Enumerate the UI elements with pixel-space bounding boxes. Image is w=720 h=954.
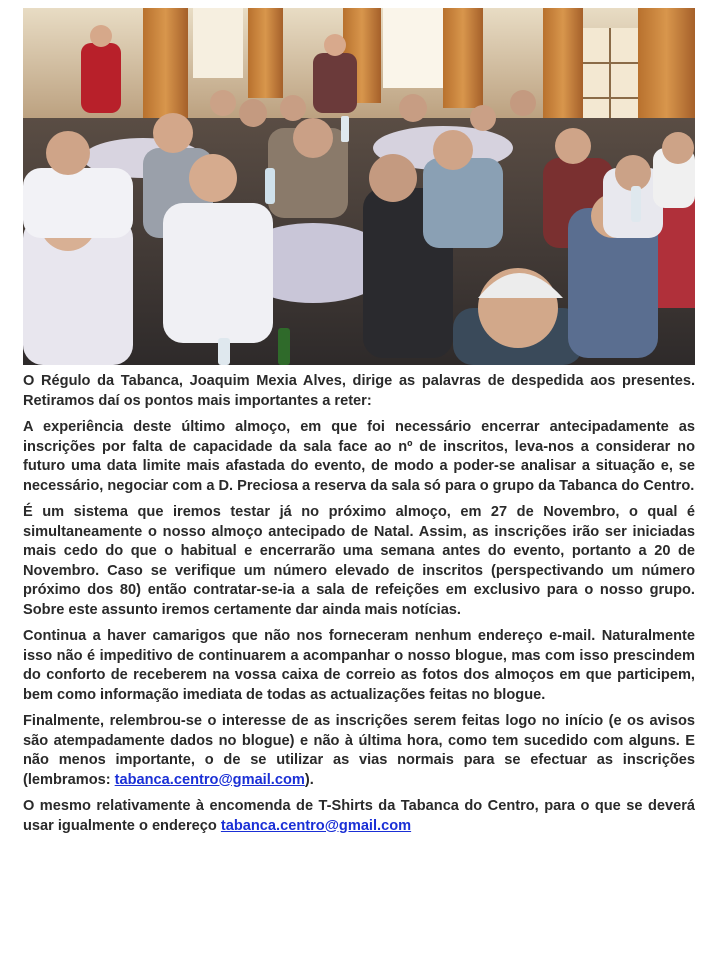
water-bottle	[341, 116, 349, 142]
window-left	[193, 8, 243, 78]
curtain	[443, 8, 483, 108]
paragraph-tshirts	[23, 797, 695, 836]
lunch-gathering-photo	[23, 8, 695, 365]
paragraph-registration-deadline: A experiência deste último almoço, em que foi necessário encerrar antecipadamente as inscrições por falta de capacidade da sala face ao nº de inscritos, leva-nos a considerar no futuro uma data limite mais afastada do evento, de modo a poder-se analisar a situação e, se necessário, negociar com a D. Preciosa a reserva da sala só para o grupo da Tabanca do Centro.	[23, 419, 695, 494]
paragraph-text: Finalmente, relembrou-se o interesse de as inscrições serem feitas logo no início (e os avisos são atempadamente dados no blogue) e não à última hora, como tem sucedido com alguns. E não menos importante, o de se utilizar as vias normais para se efectuar as inscrições (lembramos:	[23, 713, 695, 788]
wine-bottle	[278, 328, 290, 365]
window-center	[383, 8, 443, 88]
paragraph-registration-timing	[23, 712, 695, 790]
photo-illustration	[23, 8, 695, 365]
curtain	[248, 8, 283, 98]
paragraph-email-addresses: Continua a haver camarigos que não nos forneceram nenhum endereço e-mail. Naturalmente isso não é impeditivo de continuarem a acompanhar o nosso blogue, mas com isso prescindem do conforto de receberem na vossa caixa de correio as fotos dos almoços em que participem, bem como informação imediata de todas as actualizações feitas no blogue.	[23, 628, 695, 703]
paragraph-text: O mesmo relativamente à encomenda de T-Shirts da Tabanca do Centro, para o que se deverá usar igualmente o endereço	[23, 798, 695, 834]
curtain	[543, 8, 583, 128]
person-standing-red	[81, 43, 121, 113]
photo-caption: O Régulo da Tabanca, Joaquim Mexia Alves, dirige as palavras de despedida aos presentes. Retiramos daí os pontos mais importantes a reter:	[23, 373, 695, 409]
email-link[interactable]: tabanca.centro@gmail.com	[220, 817, 412, 834]
water-bottle	[218, 338, 230, 365]
water-bottle	[631, 186, 641, 222]
paragraph-text: ).	[304, 771, 314, 788]
water-bottle	[265, 168, 275, 204]
article-text	[23, 372, 695, 843]
curtain	[143, 8, 188, 118]
paragraph-next-lunch: É um sistema que iremos testar já no próximo almoço, em 27 de Novembro, o qual é simultaneamente o nosso almoço antecipado de Natal. Assim, as inscrições irão ser iniciadas mais cedo do que o habitual e encerrarão uma semana antes do evento, portanto a 20 de Novembro. Caso se verifique um número elevado de inscritos (perspectivando um número próximo dos 80) então contratar-se-ia a sala de refeições em exclusivo para o nosso grupo. Sobre este assunto iremos certamente dar ainda mais notícias.	[23, 504, 695, 618]
email-link[interactable]: tabanca.centro@gmail.com	[114, 771, 305, 788]
person-speaker	[313, 53, 357, 113]
